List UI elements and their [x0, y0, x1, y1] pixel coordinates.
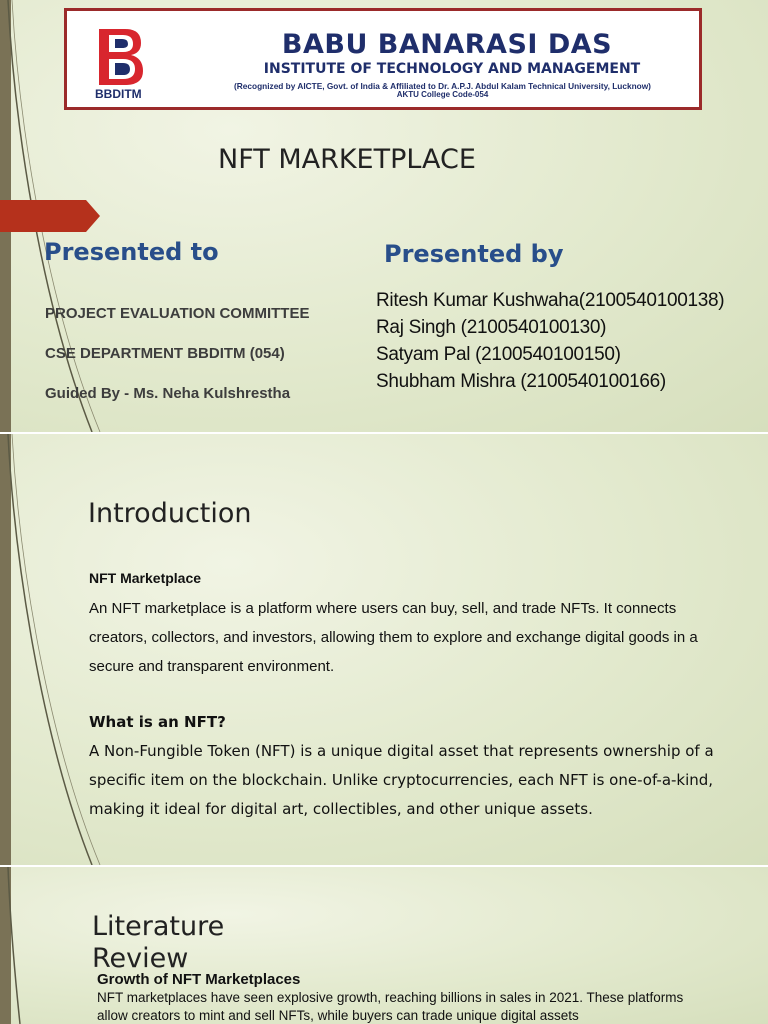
institute-logo-icon [95, 27, 145, 87]
presented-to-line: CSE DEPARTMENT BBDITM (054) [45, 345, 285, 362]
section-heading: Growth of NFT Marketplaces [97, 971, 301, 988]
section-paragraph: A Non-Fungible Token (NFT) is a unique digital asset that represents ownership of a specific item on the blockchain. Unlike cryptocurrencies, each NFT is one-of-a-kind, making it ideal for digital art, collectibles, and other unique assets. [89, 742, 714, 818]
slide-title: Literature Review [92, 911, 225, 974]
section-paragraph: NFT marketplaces have seen explosive growth, reaching billions in sales in 2021. These platforms allow creators to mint and sell NFTs, while buyers can trade unique digital assets [97, 990, 684, 1023]
presenter-name: Raj Singh (2100540100130) [376, 317, 607, 338]
logo-caption: BBDITM [95, 87, 142, 101]
institute-name: BABU BANARASI DAS [281, 29, 613, 60]
presented-to-line: Guided By - Ms. Neha Kulshrestha [45, 385, 291, 402]
presented-to-heading: Presented to [44, 238, 219, 266]
left-bar [0, 867, 11, 1024]
presenter-name: Satyam Pal (2100540100150) [376, 344, 621, 365]
presenter-name: Ritesh Kumar Kushwaha(2100540100138) [376, 290, 725, 311]
literature-review-slide [0, 867, 768, 1024]
institute-header [64, 8, 702, 110]
section-heading: What is an NFT? [89, 713, 226, 731]
title-slide [0, 0, 768, 432]
college-code: AKTU College Code-054 [396, 90, 489, 99]
slide-title: Introduction [88, 498, 252, 529]
introduction-slide [0, 434, 768, 865]
slide-title: NFT MARKETPLACE [218, 144, 476, 175]
institute-subtitle: INSTITUTE OF TECHNOLOGY AND MANAGEMENT [263, 61, 641, 77]
presenter-name: Shubham Mishra (2100540100166) [376, 371, 666, 392]
section-heading: NFT Marketplace [89, 570, 202, 586]
institute-recognition: (Recognized by AICTE, Govt. of India & Affiliated to Dr. A.P.J. Abdul Kalam Technical University, Lucknow) [234, 81, 651, 91]
left-bar [0, 434, 11, 865]
presented-to-line: PROJECT EVALUATION COMMITTEE [45, 305, 310, 322]
arrow-accent-shape [0, 200, 100, 232]
presented-by-heading: Presented by [384, 240, 564, 268]
section-paragraph: An NFT marketplace is a platform where users can buy, sell, and trade NFTs. It connects creators, collectors, and investors, allowing them to explore and exchange digital goods in a secure and transparent environment. [89, 600, 698, 675]
